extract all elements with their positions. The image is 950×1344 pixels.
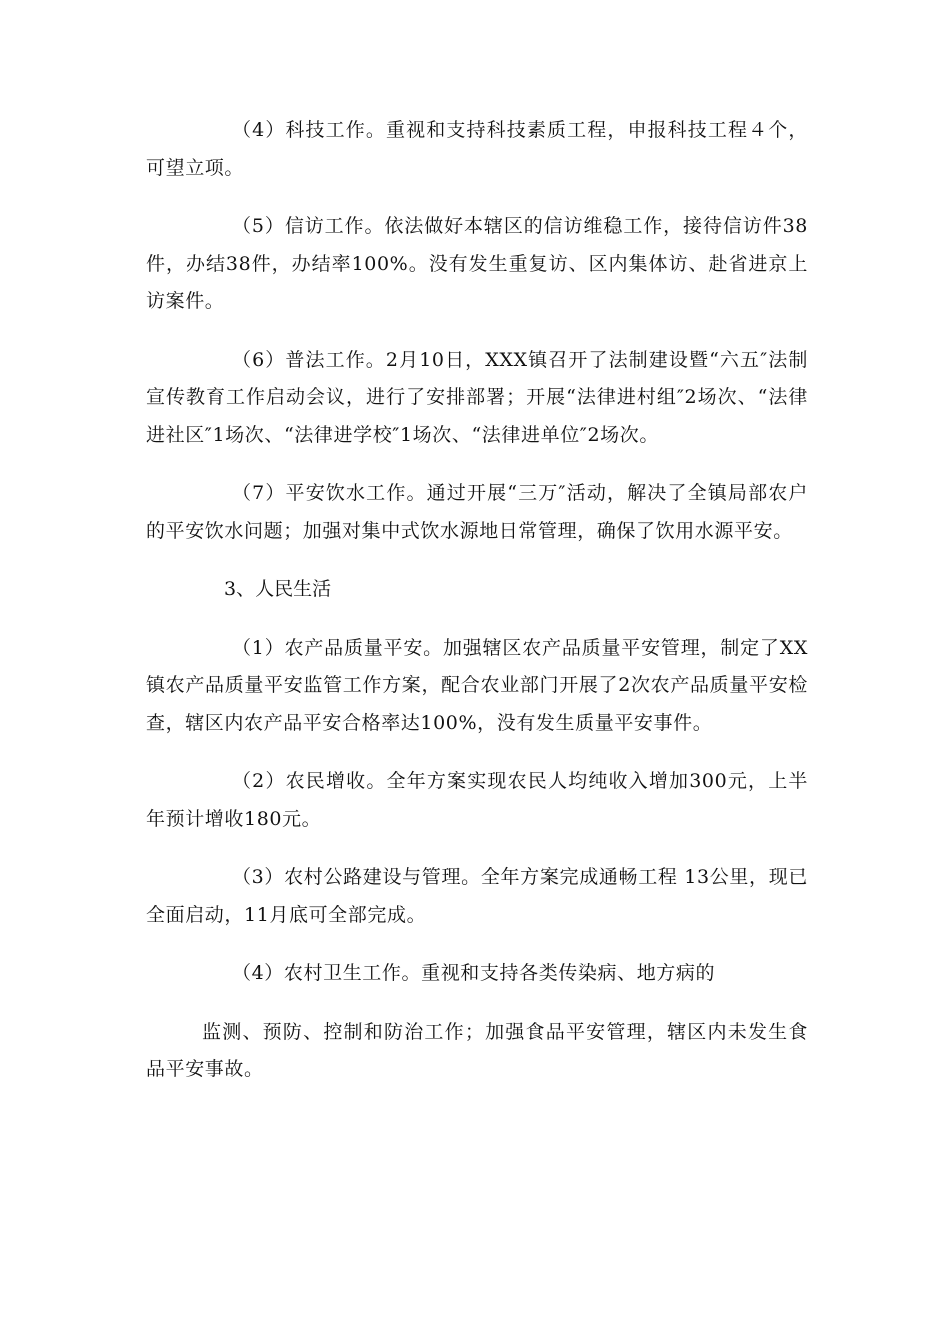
- paragraph-tech-work: （4）科技工作。重视和支持科技素质工程，申报科技工程４个，可望立项。: [146, 119, 808, 179]
- paragraph-rural-roads: （3）农村公路建设与管理。全年方案完成通畅工程 13公里，现已全面启动，11月底可全部完成。: [146, 866, 808, 926]
- paragraph-safe-drinking-water: （7）平安饮水工作。通过开展“三万″活动，解决了全镇局部农户的平安饮水问题；加强对集中式饮水源地日常管理，确保了饮用水源平安。: [146, 482, 808, 542]
- paragraph-agricultural-product-safety: （1）农产品质量平安。加强辖区农产品质量平安管理，制定了XX镇农产品质量平安监管工作方案，配合农业部门开展了2次农产品质量平安检查，辖区内农产品平安合格率达100%，没有发生质量平安事件。: [146, 636, 808, 734]
- section-heading-people-life: 3、人民生活: [224, 578, 332, 600]
- document-page: [146, 112, 808, 1110]
- paragraph-law-education: （6）普法工作。2月10日，XXX镇召开了法制建设暨“六五″法制宣传教育工作启动会议，进行了安排部署；开展“法律进村组″2场次、“法律进社区″1场次、“法律进学校″1场次、“法律进单位″2场次。: [146, 348, 808, 446]
- paragraph-farmer-income: （2）农民增收。全年方案实现农民人均纯收入增加300元，上半年预计增收180元。: [146, 770, 808, 830]
- paragraph-rural-health: （4）农村卫生工作。重视和支持各类传染病、地方病的: [232, 962, 716, 984]
- paragraph-rural-health-continued: 监测、预防、控制和防治工作；加强食品平安管理，辖区内未发生食品平安事故。: [146, 1020, 808, 1080]
- paragraph-petition-work: （5）信访工作。依法做好本辖区的信访维稳工作，接待信访件38件，办结38件，办结率100%。没有发生重复访、区内集体访、赴省进京上访案件。: [146, 215, 808, 312]
